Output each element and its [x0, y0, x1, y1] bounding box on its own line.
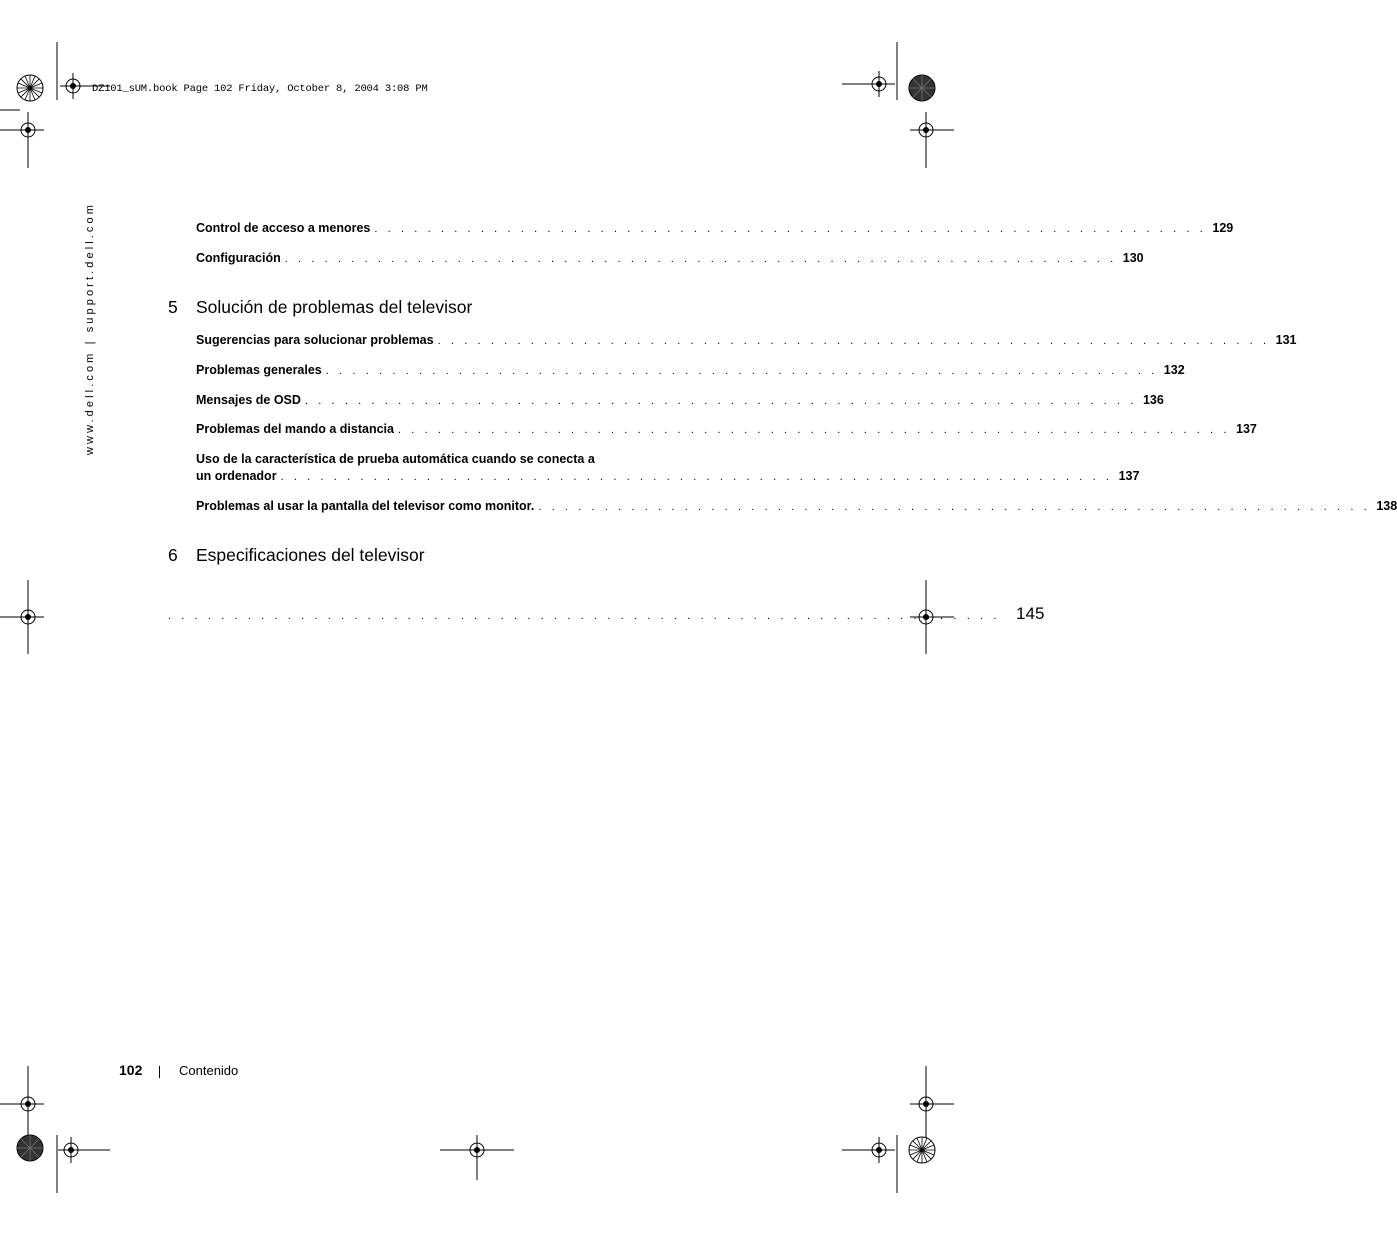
footer-page-number: 102 [119, 1062, 143, 1078]
toc-entry-label: Problemas generales [196, 363, 322, 377]
toc-entry[interactable] [196, 451, 1140, 486]
dot-leader: . . . . . . . . . . . . . . . . . . . . . . . . . . . . . . . . . . . . . . . . . . . . . . . . . . . . . . . . . . . . . . . [374, 223, 1207, 235]
toc-entry-page: 130 [1122, 251, 1144, 265]
toc-entry-label-line2: un ordenador [196, 469, 277, 483]
chapter-heading[interactable] [168, 545, 425, 566]
dot-leader: . . . . . . . . . . . . . . . . . . . . . . . . . . . . . . . . . . . . . . . . . . . . . . . . . . . . . . . . . . . . . . . [280, 471, 1113, 483]
toc-entry-page: 138 [1376, 499, 1397, 513]
toc-entry[interactable] [196, 362, 1185, 380]
chapter-number: 6 [168, 545, 178, 565]
chapter-heading[interactable] [168, 297, 472, 318]
toc-entry[interactable] [196, 498, 1397, 516]
toc-entry[interactable] [196, 250, 1144, 268]
footer-section-title: Contenido [179, 1063, 239, 1078]
toc-entry-page: 132 [1163, 363, 1185, 377]
sidebar-url: www.dell.com | support.dell.com [84, 201, 96, 455]
toc-entry[interactable] [196, 332, 1297, 350]
toc-entry-page: 131 [1275, 333, 1297, 347]
footer-divider [159, 1066, 160, 1078]
toc-entry-page: 137 [1236, 422, 1257, 436]
chapter-title: Solución de problemas del televisor [196, 297, 473, 317]
dot-leader: . . . . . . . . . . . . . . . . . . . . . . . . . . . . . . . . . . . . . . . . . . . . . . . . . . . . . . . . . . . . . . . [325, 365, 1158, 377]
chapter-title: Especificaciones del televisor [196, 545, 425, 565]
toc-entry-page: 136 [1142, 393, 1164, 407]
dot-leader: . . . . . . . . . . . . . . . . . . . . . . . . . . . . . . . . . . . . . . . . . . . . . . . . . . . . . . . . . . . . . . . [437, 335, 1270, 347]
toc-entry[interactable] [196, 392, 1164, 410]
chapter-page-leader[interactable] [168, 604, 1045, 624]
chapter-number: 5 [168, 297, 178, 317]
dot-leader: . . . . . . . . . . . . . . . . . . . . . . . . . . . . . . . . . . . . . . . . . . . . . . . . . . . . . . . . . . . . . . . [397, 424, 1231, 436]
chapter-page-number: 145 [1016, 604, 1045, 623]
toc-entry[interactable] [196, 421, 1257, 439]
toc-entry-page: 137 [1118, 469, 1140, 483]
toc-entry-label: Problemas del mando a distancia [196, 422, 394, 436]
toc-entry[interactable] [196, 220, 1234, 238]
book-slug: DZ101_sUM.book Page 102 Friday, October 8, 2004 3:08 PM [92, 83, 428, 95]
toc-entry-label: Configuración [196, 251, 281, 265]
dot-leader: . . . . . . . . . . . . . . . . . . . . . . . . . . . . . . . . . . . . . . . . . . . . . . . . . . . . . . . . . . . . . . . [168, 610, 1001, 622]
toc-entry-page: 129 [1212, 221, 1234, 235]
toc-entry-label: Sugerencias para solucionar problemas [196, 333, 434, 347]
toc-entry-label: Mensajes de OSD [196, 393, 301, 407]
toc-entry-label-line1: Uso de la característica de prueba automática cuando se conecta a [196, 452, 595, 466]
toc-entry-label: Problemas al usar la pantalla del televisor como monitor. [196, 499, 535, 513]
dot-leader: . . . . . . . . . . . . . . . . . . . . . . . . . . . . . . . . . . . . . . . . . . . . . . . . . . . . . . . . . . . . . . . [284, 253, 1117, 265]
toc-entry-label: Control de acceso a menores [196, 221, 371, 235]
dot-leader: . . . . . . . . . . . . . . . . . . . . . . . . . . . . . . . . . . . . . . . . . . . . . . . . . . . . . . . . . . . . . . . [304, 395, 1137, 407]
dot-leader: . . . . . . . . . . . . . . . . . . . . . . . . . . . . . . . . . . . . . . . . . . . . . . . . . . . . . . . . . . . . . . . [538, 501, 1371, 513]
